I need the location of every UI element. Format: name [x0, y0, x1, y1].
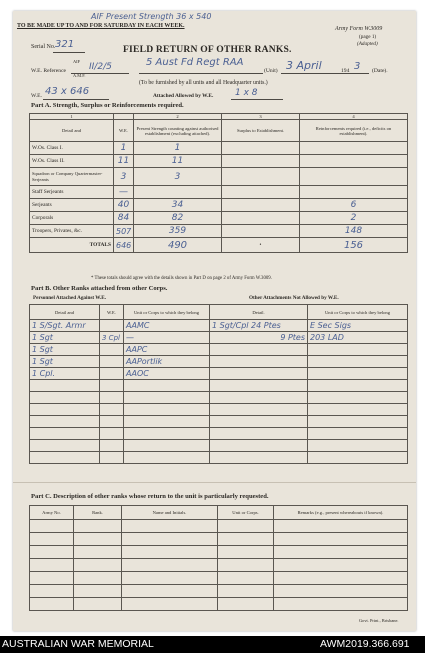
row-reinforcements: [300, 186, 408, 199]
col-we: W.E.: [114, 120, 134, 142]
part-b-table: [29, 304, 408, 464]
row-we: 3: [114, 168, 134, 186]
col-detail: Detail and: [30, 305, 100, 320]
row-reinforcements: 148: [300, 225, 408, 238]
left-detail: 1 Cpl.: [30, 368, 100, 380]
part-b-row: [30, 332, 408, 344]
we-reference-value: II/2/5: [89, 62, 112, 72]
left-we: [100, 320, 124, 332]
we-reference-label: W.E. Reference: [31, 68, 67, 74]
part-a-heading: Part A. Strength, Surplus or Reinforcements required.: [31, 102, 184, 109]
year-value: 3: [354, 61, 361, 72]
left-we: [100, 344, 124, 356]
form-adapted: (Adapted): [357, 41, 378, 47]
row-we: 507: [114, 225, 134, 238]
row-reinforcements: 6: [300, 199, 408, 212]
row-present: 1: [134, 142, 222, 155]
row-surplus: [222, 155, 300, 168]
date-value: 3 April: [286, 59, 322, 72]
row-detail: Corporals: [30, 212, 114, 225]
part-a-row: [30, 142, 408, 155]
row-surplus: [222, 199, 300, 212]
part-b-row: [30, 356, 408, 368]
col-unit-corps: Unit or Corps.: [218, 506, 274, 520]
we-label: W.E.: [31, 93, 42, 99]
unit-label: (Unit): [264, 68, 278, 74]
row-present: 359: [134, 225, 222, 238]
col-detail-right: Detail.: [210, 305, 308, 320]
part-b-row: [30, 344, 408, 356]
year-prefix: 194: [341, 68, 350, 74]
right-unit: E Sec Sigs: [308, 320, 408, 332]
col-number-4: 4: [300, 114, 408, 120]
left-unit: AAMC: [124, 320, 210, 332]
row-detail: Staff Serjeants: [30, 186, 114, 199]
col-surplus: Surplus to Establishment.: [222, 120, 300, 142]
row-detail: W.Os. Class II.: [30, 155, 114, 168]
part-a-row: [30, 186, 408, 199]
row-present: 82: [134, 212, 222, 225]
part-b-row: [30, 320, 408, 332]
col-detail: Detail and: [30, 120, 114, 142]
right-detail-empty: [210, 344, 308, 356]
row-detail: W.Os. Class I.: [30, 142, 114, 155]
form-page: (page 1): [359, 34, 377, 40]
col-number-1: 1: [30, 114, 114, 120]
row-present: [134, 186, 222, 199]
part-a-header-row: [30, 120, 408, 142]
attached-allowed-value: 1 x 8: [235, 88, 258, 98]
row-surplus: [222, 142, 300, 155]
row-we: 84: [114, 212, 134, 225]
row-surplus: [222, 212, 300, 225]
part-a-row: [30, 225, 408, 238]
row-we: —: [114, 186, 134, 199]
left-we: [100, 356, 124, 368]
serial-label: Serial No.: [31, 44, 56, 50]
row-present: 3: [134, 168, 222, 186]
part-a-totals-row: [30, 238, 408, 253]
left-detail: 1 Sgt: [30, 344, 100, 356]
attached-allowed-label: Attached Allowed by W.E.: [153, 93, 214, 99]
row-reinforcements: 2: [300, 212, 408, 225]
totals-reinforcements: 156: [300, 238, 408, 253]
amf-label: A.M.F.: [73, 73, 86, 78]
part-b-row: [30, 368, 408, 380]
part-b-header-row: [30, 305, 408, 320]
row-we: 40: [114, 199, 134, 212]
col-we: W.E.: [100, 305, 124, 320]
col-unit-corps-right: Unit or Corps to which they belong: [308, 305, 408, 320]
we-value: 43 x 646: [45, 86, 90, 97]
totals-surplus: •: [222, 238, 300, 253]
totals-present: 490: [134, 238, 222, 253]
row-we: 1: [114, 142, 134, 155]
totals-we: 646: [114, 238, 134, 253]
submission-instruction: TO BE MADE UP TO AND FOR SATURDAY IN EACH WEEK.: [17, 23, 185, 29]
left-we: [100, 368, 124, 380]
form-title: FIELD RETURN OF OTHER RANKS.: [123, 44, 292, 55]
row-present: 11: [134, 155, 222, 168]
right-unit-empty: [308, 344, 408, 356]
row-reinforcements: [300, 142, 408, 155]
row-we: 11: [114, 155, 134, 168]
part-a-table: [29, 113, 408, 253]
form-sheet: [13, 11, 416, 631]
row-present: 34: [134, 199, 222, 212]
row-detail: Squadron or Company Quartermaster-Serjeants: [30, 168, 114, 186]
left-unit: AAPortlik: [124, 356, 210, 368]
col-army-no: Army No.: [30, 506, 74, 520]
archive-id: AWM2019.366.691: [320, 638, 410, 650]
col-number-3: 3: [222, 114, 300, 120]
right-detail-empty: [210, 356, 308, 368]
right-detail: 9 Ptes: [210, 332, 308, 344]
we-reference-prefix: AIF: [73, 59, 81, 64]
furnished-note: (To be furnished by all units and all Headquarter units.): [139, 80, 268, 86]
left-unit: AAOC: [124, 368, 210, 380]
archive-name: AUSTRALIAN WAR MEMORIAL: [2, 638, 154, 650]
totals-label: TOTALS: [30, 238, 114, 253]
part-a-row: [30, 199, 408, 212]
col-unit-corps: Unit or Corps to which they belong: [124, 305, 210, 320]
col-present-strength: Present Strength counting against authorised establishment (excluding attached).: [134, 120, 222, 142]
printer-imprint: Govt. Print., Brisbane.: [359, 618, 399, 623]
col-reinforcements: Reinforcements required (i.e., deficits on establishment).: [300, 120, 408, 142]
date-label: (Date).: [372, 68, 388, 74]
archive-footer: [0, 636, 425, 653]
part-a-row: [30, 168, 408, 186]
col-name-initials: Name and Initials.: [122, 506, 218, 520]
left-detail: 1 S/Sgt. Armr: [30, 320, 100, 332]
right-detail: 1 Sgt/Cpl 24 Ptes: [210, 320, 308, 332]
part-c-header-row: [30, 506, 408, 520]
col-number-2: 2: [134, 114, 222, 120]
part-c-heading: Part C. Description of other ranks whose return to the unit is particularly requested.: [31, 493, 269, 500]
unit-value: 5 Aust Fd Regt RAA: [146, 57, 244, 68]
part-c-table: [29, 505, 408, 611]
row-surplus: [222, 186, 300, 199]
row-surplus: [222, 168, 300, 186]
right-unit-empty: [308, 356, 408, 368]
row-reinforcements: [300, 168, 408, 186]
part-a-row: [30, 155, 408, 168]
right-unit-empty: [308, 368, 408, 380]
part-b-left-title: Personnel Attached Against W.E.: [33, 295, 107, 301]
serial-value: 321: [55, 39, 75, 50]
row-detail: Troopers, Privates, &c.: [30, 225, 114, 238]
strength-annotation: AIF Present Strength 36 x 540: [91, 12, 212, 21]
row-surplus: [222, 225, 300, 238]
part-b-heading: Part B. Other Ranks attached from other Corps.: [31, 285, 168, 292]
right-unit: 203 LAD: [308, 332, 408, 344]
left-unit: AAPC: [124, 344, 210, 356]
form-id: Army Form W.3009: [335, 26, 383, 32]
part-a-footnote: * These totals should agree with the details shown in Part D on page 2 of Army Form W.3009.: [91, 276, 272, 281]
left-detail: 1 Sgt: [30, 356, 100, 368]
left-we: 3 Cpl: [100, 332, 124, 344]
part-a-row: [30, 212, 408, 225]
col-remarks: Remarks (e.g., present whereabouts if known).: [274, 506, 408, 520]
right-detail-empty: [210, 368, 308, 380]
row-detail: Serjeants: [30, 199, 114, 212]
row-reinforcements: [300, 155, 408, 168]
col-rank: Rank.: [74, 506, 122, 520]
part-b-right-title: Other Attachments Not Allowed by W.E.: [249, 295, 339, 301]
left-detail: 1 Sgt: [30, 332, 100, 344]
left-unit: —: [124, 332, 210, 344]
